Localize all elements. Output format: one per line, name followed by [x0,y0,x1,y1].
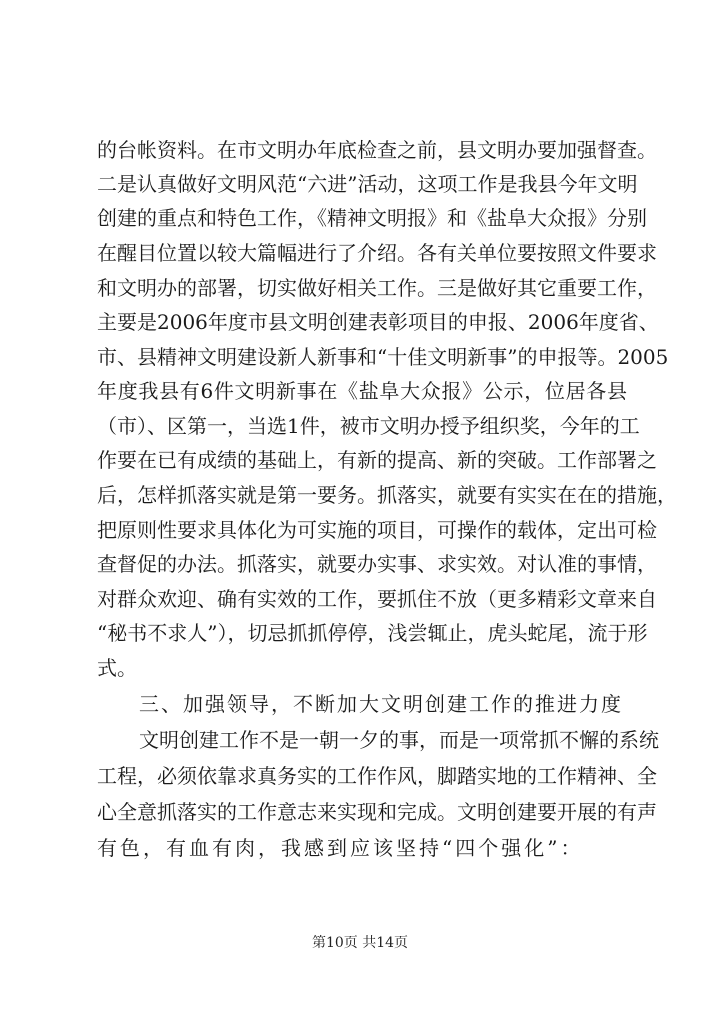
body-line: 市、县精神文明建设新人新事和“十佳文明新事”的申报等。2005 [97,345,669,369]
body-line: 工程，必须依靠求真务实的工作作风，脚踏实地的工作精神、全 [97,764,657,788]
body-line: 和文明办的部署，切实做好相关工作。三是做好其它重要工作， [97,276,657,300]
body-line: 对群众欢迎、确有实效的工作，要抓住不放（更多精彩文章来自 [97,587,657,611]
body-line: 把原则性要求具体化为可实施的项目，可操作的载体，定出可检 [97,518,657,542]
body-line: 文明创建工作不是一朝一夕的事，而是一项常抓不懈的系统 [139,728,659,752]
body-line: 有色，有血有肉，我感到应该坚持“四个强化”： [97,836,584,860]
body-line: 心全意抓落实的工作意志来实现和完成。文明创建要开展的有声 [97,800,657,824]
body-line: 式。 [97,656,137,680]
section-heading: 三、加强领导，不断加大文明创建工作的推进力度 [139,692,623,716]
body-line: “秘书不求人”），切忌抓抓停停，浅尝辄止，虎头蛇尾，流于形 [97,621,648,645]
body-line: 查督促的办法。抓落实，就要办实事、求实效。对认准的事情， [97,552,657,576]
body-line: 作要在已有成绩的基础上，有新的提高、新的突破。工作部署之 [97,448,657,472]
body-line: 年度我县有6件文明新事在《盐阜大众报》公示，位居各县 [97,379,627,403]
body-line: （市）、区第一，当选1件，被市文明办授予组织奖，今年的工 [97,414,640,438]
body-line: 主要是2006年度市县文明创建表彰项目的申报、2006年度省、 [97,310,659,334]
body-line: 在醒目位置以较大篇幅进行了介绍。各有关单位要按照文件要求 [97,241,657,265]
body-line: 创建的重点和特色工作，《精神文明报》和《盐阜大众报》分别 [97,206,647,230]
body-line: 后，怎样抓落实就是第一要务。抓落实，就要有实实在在的措施， [97,483,677,507]
page-number-footer: 第10页 共14页 [311,935,409,951]
body-line: 的台帐资料。在市文明办年底检查之前，县文明办要加强督查。 [97,138,657,162]
body-line: 二是认真做好文明风范“六进”活动，这项工作是我县今年文明 [97,172,638,196]
